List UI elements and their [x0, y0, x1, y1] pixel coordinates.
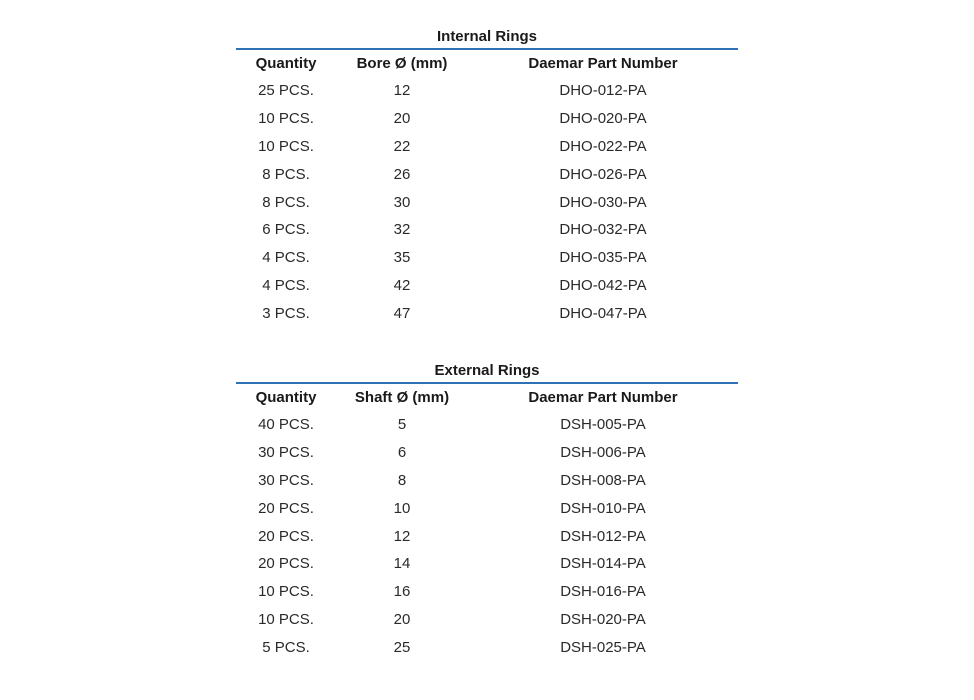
table-row: [236, 439, 738, 467]
diameter-cell: 42: [393, 276, 411, 294]
part-number-cell: DSH-012-PA: [560, 527, 646, 545]
table-row: [236, 467, 738, 495]
quantity-cell: 10 PCS.: [258, 137, 314, 155]
internal-rings-title: Internal Rings: [436, 28, 537, 45]
diameter-cell: 26: [393, 165, 411, 183]
quantity-cell: 4 PCS.: [262, 276, 310, 294]
table-row: [236, 606, 738, 634]
table-row: [236, 550, 738, 578]
diameter-cell: 35: [393, 249, 411, 267]
external-rings-title: External Rings: [434, 362, 540, 379]
header-row: [236, 50, 738, 77]
table-row: [236, 244, 738, 272]
quantity-cell: 40 PCS.: [258, 416, 314, 434]
table-row: [236, 133, 738, 161]
external-rings-table: [236, 384, 738, 661]
header-shaft-diameter: Shaft Ø (mm): [354, 389, 450, 406]
part-number-cell: DSH-006-PA: [560, 444, 646, 462]
quantity-cell: 8 PCS.: [262, 165, 310, 183]
quantity-cell: 8 PCS.: [262, 193, 310, 211]
diameter-cell: 6: [397, 444, 407, 462]
table-row: [236, 272, 738, 300]
diameter-cell: 22: [393, 137, 411, 155]
table-row: [236, 160, 738, 188]
table-row: [236, 578, 738, 606]
part-number-cell: DHO-020-PA: [559, 110, 647, 128]
table-row: [236, 77, 738, 105]
quantity-cell: 30 PCS.: [258, 471, 314, 489]
quantity-cell: 25 PCS.: [258, 82, 314, 100]
quantity-cell: 10 PCS.: [258, 110, 314, 128]
part-number-cell: DHO-035-PA: [559, 249, 647, 267]
header-quantity: Quantity: [255, 389, 317, 406]
part-number-cell: DSH-016-PA: [560, 583, 646, 601]
quantity-cell: 10 PCS.: [258, 610, 314, 628]
header-quantity: Quantity: [255, 55, 317, 72]
quantity-cell: 3 PCS.: [262, 304, 310, 322]
header-row: [236, 384, 738, 411]
quantity-cell: 5 PCS.: [262, 638, 310, 656]
quantity-cell: 20 PCS.: [258, 555, 314, 573]
part-number-cell: DHO-047-PA: [559, 304, 647, 322]
diameter-cell: 8: [397, 471, 407, 489]
internal-rings-section: [236, 26, 738, 327]
diameter-cell: 47: [393, 304, 411, 322]
diameter-cell: 16: [393, 583, 411, 601]
header-bore-diameter: Bore Ø (mm): [356, 55, 448, 72]
table-row: [236, 494, 738, 522]
quantity-cell: 30 PCS.: [258, 444, 314, 462]
diameter-cell: 30: [393, 193, 411, 211]
diameter-cell: 5: [397, 416, 407, 434]
diameter-cell: 32: [393, 221, 411, 239]
part-number-cell: DHO-012-PA: [559, 82, 647, 100]
part-number-cell: DSH-005-PA: [560, 416, 646, 434]
part-number-cell: DHO-032-PA: [559, 221, 647, 239]
part-number-cell: DHO-042-PA: [559, 276, 647, 294]
external-rings-section: [236, 360, 738, 661]
table-row: [236, 216, 738, 244]
part-number-cell: DSH-008-PA: [560, 471, 646, 489]
quantity-cell: 20 PCS.: [258, 499, 314, 517]
header-part-number: Daemar Part Number: [528, 55, 678, 72]
table-row: [236, 633, 738, 661]
header-part-number: Daemar Part Number: [528, 389, 678, 406]
quantity-cell: 6 PCS.: [262, 221, 310, 239]
table-row: [236, 188, 738, 216]
diameter-cell: 12: [393, 527, 411, 545]
diameter-cell: 12: [393, 82, 411, 100]
table-row: [236, 299, 738, 327]
diameter-cell: 20: [393, 110, 411, 128]
diameter-cell: 14: [393, 555, 411, 573]
diameter-cell: 20: [393, 610, 411, 628]
quantity-cell: 4 PCS.: [262, 249, 310, 267]
part-number-cell: DSH-025-PA: [560, 638, 646, 656]
table-row: [236, 411, 738, 439]
part-number-cell: DSH-020-PA: [560, 610, 646, 628]
quantity-cell: 20 PCS.: [258, 527, 314, 545]
part-number-cell: DSH-010-PA: [560, 499, 646, 517]
internal-rings-table: [236, 50, 738, 327]
diameter-cell: 25: [393, 638, 411, 656]
part-number-cell: DHO-026-PA: [559, 165, 647, 183]
part-number-cell: DSH-014-PA: [560, 555, 646, 573]
table-row: [236, 105, 738, 133]
part-number-cell: DHO-030-PA: [559, 193, 647, 211]
table-row: [236, 522, 738, 550]
part-number-cell: DHO-022-PA: [559, 137, 647, 155]
quantity-cell: 10 PCS.: [258, 583, 314, 601]
diameter-cell: 10: [393, 499, 411, 517]
